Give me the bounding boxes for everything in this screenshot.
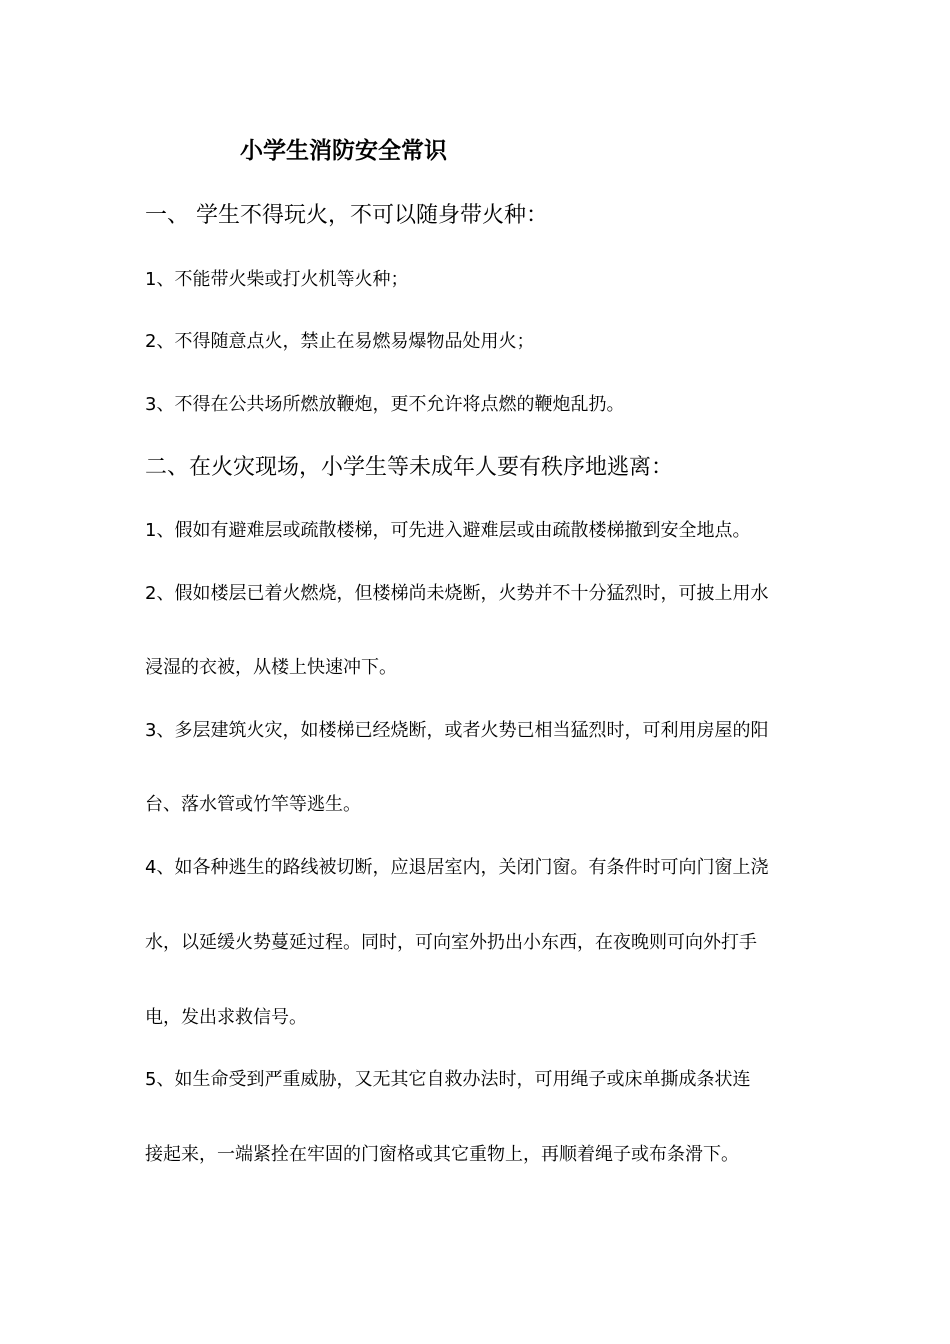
section2-line-10: 接起来，一端紧拴在牢固的门窗格或其它重物上，再顺着绳子或布条滑下。 — [145, 1144, 739, 1165]
section2-line-8: 电，发出求救信号。 — [145, 1007, 307, 1028]
section1-heading: 一、 学生不得玩火，不可以随身带火种： — [145, 203, 548, 228]
section1-item-1: 1、不能带火柴或打火机等火种； — [145, 269, 409, 290]
document-title: 小学生消防安全常识 — [240, 138, 447, 164]
section2-line-2: 2、假如楼层已着火燃烧，但楼梯尚未烧断，火势并不十分猛烈时，可披上用水 — [145, 583, 769, 604]
section2-line-9: 5、如生命受到严重威胁，又无其它自救办法时，可用绳子或床单撕成条状连 — [145, 1069, 751, 1090]
section2-heading: 二、在火灾现场，小学生等未成年人要有秩序地逃离： — [145, 455, 674, 480]
section2-line-7: 水，以延缓火势蔓延过程。同时，可向室外扔出小东西，在夜晚则可向外打手 — [145, 932, 757, 953]
section2-line-5: 台、落水管或竹竿等逃生。 — [145, 794, 361, 815]
section2-line-6: 4、如各种逃生的路线被切断，应退居室内，关闭门窗。有条件时可向门窗上浇 — [145, 857, 769, 878]
section2-line-1: 1、假如有避难层或疏散楼梯，可先进入避难层或由疏散楼梯撤到安全地点。 — [145, 520, 751, 541]
section2-line-4: 3、多层建筑火灾，如楼梯已经烧断，或者火势已相当猛烈时，可利用房屋的阳 — [145, 720, 769, 741]
section1-item-2: 2、不得随意点火，禁止在易燃易爆物品处用火； — [145, 331, 535, 352]
section1-item-3: 3、不得在公共场所燃放鞭炮，更不允许将点燃的鞭炮乱扔。 — [145, 394, 625, 415]
section2-line-3: 浸湿的衣被，从楼上快速冲下。 — [145, 657, 397, 678]
